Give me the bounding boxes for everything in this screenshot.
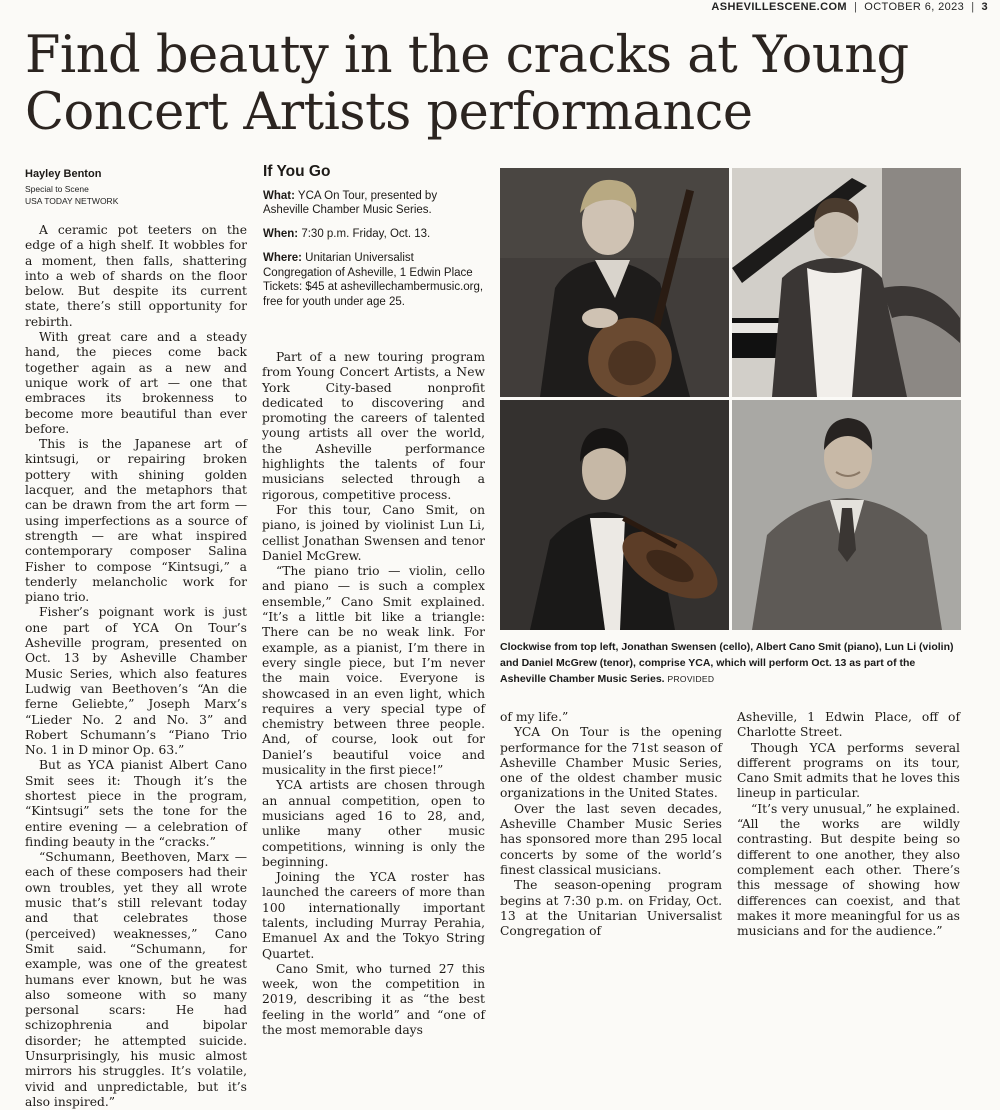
if-you-go-box	[263, 165, 485, 319]
event-where	[263, 251, 485, 310]
author-name: Hayley Benton	[25, 168, 102, 180]
paragraph: of my life.”	[500, 710, 569, 724]
paragraph: With great care and a steady hand, the pieces come back together again as a new and unique work of art — one that embraces its brokenness to become more beautiful than ever before.	[25, 330, 247, 436]
what-value: YCA On Tour, presented by Asheville Chamber Music Series.	[263, 189, 438, 217]
paragraph: YCA On Tour is the opening performance for the 71st season of Asheville Chamber Music Series, one of the oldest chamber music organizations in the United States.	[500, 725, 722, 801]
affiliation-line-1: Special to Scene	[25, 184, 89, 194]
photo-credit: PROVIDED	[667, 674, 715, 684]
cellist-illustration	[500, 168, 729, 397]
what-label: What:	[263, 189, 295, 202]
photo-pianist	[732, 168, 961, 397]
paragraph: “It’s very unusual,” he explained. “All the works are wildly contrasting. But despite being so different to one another, they also complement each other. There’s this message of showing how differences can coexist, and that makes it more meaningful for us as musicians and for the audience.”	[737, 801, 960, 939]
article-column-3	[500, 710, 722, 939]
issue-date: OCTOBER 6, 2023	[864, 1, 965, 13]
article-column-1	[25, 223, 247, 1110]
site-name: ASHEVILLESCENE.COM	[711, 1, 847, 13]
pianist-illustration	[732, 168, 961, 397]
caption-text: Clockwise from top left, Jonathan Swensen (cello), Albert Cano Smit (piano), Lun Li (violin) and Daniel McGrew (tenor), comprise YCA, which will perform Oct. 13 as part of the Asheville Chamber Music Series.	[500, 641, 954, 685]
where-value: Unitarian Universalist Congregation of Asheville, 1 Edwin Place Tickets: $45 at ashevillechambermusic.org, free for youth under age 25.	[263, 251, 484, 308]
paragraph: The season-opening program begins at 7:30 p.m. on Friday, Oct. 13 at the Unitarian Universalist Congregation of	[500, 878, 722, 939]
event-when	[263, 227, 485, 242]
paragraph: Cano Smit, who turned 27 this week, won the competition in 2019, describing it as “the best feeling in the world” and “one of the most memorable days	[262, 961, 485, 1038]
headline: Find beauty in the cracks at Young Concert Artists performance	[25, 26, 909, 142]
paragraph: YCA artists are chosen through an annual competition, open to musicians aged 16 to 28, and, unlike many other music competitions, winning is only the beginning.	[262, 778, 485, 869]
when-value: 7:30 p.m. Friday, Oct. 13.	[298, 228, 431, 241]
paragraph: But as YCA pianist Albert Cano Smit sees it: Though it’s the shortest piece in the program, “Kintsugi” sets the tone for the entire evening — a celebration of finding beauty in the “cracks.”	[25, 758, 247, 849]
paragraph: Fisher’s poignant work is just one part of YCA On Tour’s Asheville program, presented on Oct. 13 by Asheville Chamber Music Series, which also features Ludwig van Beethoven’s “An die ferne Geliebte,” Joseph Marx’s “Lieder No. 2 and No. 3” and Robert Schumann’s “Piano Trio No. 1 in D minor Op. 63.”	[25, 605, 247, 758]
photo-grid	[500, 168, 961, 630]
byline	[25, 168, 118, 207]
article-column-4	[737, 710, 960, 939]
paragraph: A ceramic pot teeters on the edge of a high shelf. It wobbles for a moment, then falls, shattering into a web of shards on the floor below. But despite its current state, there’s still opportunity for rebirth.	[25, 223, 247, 329]
photo-tenor	[732, 400, 961, 630]
paragraph: Asheville, 1 Edwin Place, off of Charlotte Street.	[737, 710, 960, 740]
paragraph: Joining the YCA roster has launched the careers of more than 100 internationally important talents, including Murray Perahia, Emanuel Ax and the Tokyo String Quartet.	[262, 870, 485, 961]
paragraph: Though YCA performs several different programs on its tour, Cano Smit admits that he loves this lineup in particular.	[737, 740, 960, 801]
page-number: 3	[981, 1, 988, 13]
photo-cellist	[500, 168, 729, 397]
paragraph: For this tour, Cano Smit, on piano, is joined by violinist Lun Li, cellist Jonathan Swensen and tenor Daniel McGrew.	[262, 502, 485, 563]
when-label: When:	[263, 228, 299, 241]
if-you-go-title: If You Go	[263, 163, 331, 180]
page-folio: ASHEVILLESCENE.COM | OCTOBER 6, 2023 | 3	[711, 1, 988, 13]
where-label: Where:	[263, 251, 302, 264]
paragraph: Over the last seven decades, Asheville Chamber Music Series has sponsored more than 295 local concerts by some of the world’s finest classical musicians.	[500, 801, 722, 877]
tenor-illustration	[732, 400, 961, 630]
article-column-2	[262, 350, 485, 1038]
paragraph: “Schumann, Beethoven, Marx — each of these composers had their own troubles, yet they all wrote music that’s still relevant today and that celebrates those (perceived) weaknesses,” Cano Smit said. “Schumann, for example, was one of the greatest humans ever known, but he was also someone with so many personal scars: He had schizophrenia and bipolar disorder; he attempted suicide. Unsurprisingly, his music almost mirrors his struggles. It’s volatile, vivid and unpredictable, but it’s also inspired.”	[25, 850, 247, 1109]
paragraph: Part of a new touring program from Young Concert Artists, a New York City-based nonprofit dedicated to discovering and promoting the careers of talented young artists all over the world, the Asheville performance highlights the talents of four musicians selected through a rigorous, competitive process.	[262, 350, 485, 502]
photo-caption	[500, 639, 963, 687]
violinist-illustration	[500, 400, 729, 630]
author-affiliation	[25, 183, 118, 207]
event-what	[263, 189, 485, 218]
photo-violinist	[500, 400, 729, 630]
affiliation-line-2: USA TODAY NETWORK	[25, 196, 119, 206]
paragraph: “The piano trio — violin, cello and piano — is such a complex ensemble,” Cano Smit explained. “It’s a little bit like a triangle: There can be no weak link. For example, as a pianist, I’m there in every single piece, but I’m never the main voice. Everyone is showcased in an even light, which requires a very special type of chemistry between three people. And, of course, look out for Daniel’s beautiful voice and musicality in the first piece!”	[262, 564, 485, 778]
paragraph: This is the Japanese art of kintsugi, or repairing broken pottery with shining golden lacquer, and the metaphors that can be drawn from the art form — using imperfections as a source of strength — are what inspired contemporary composer Salina Fisher to compose “Kintsugi,” a tenderly melancholic work for piano trio.	[25, 437, 247, 605]
